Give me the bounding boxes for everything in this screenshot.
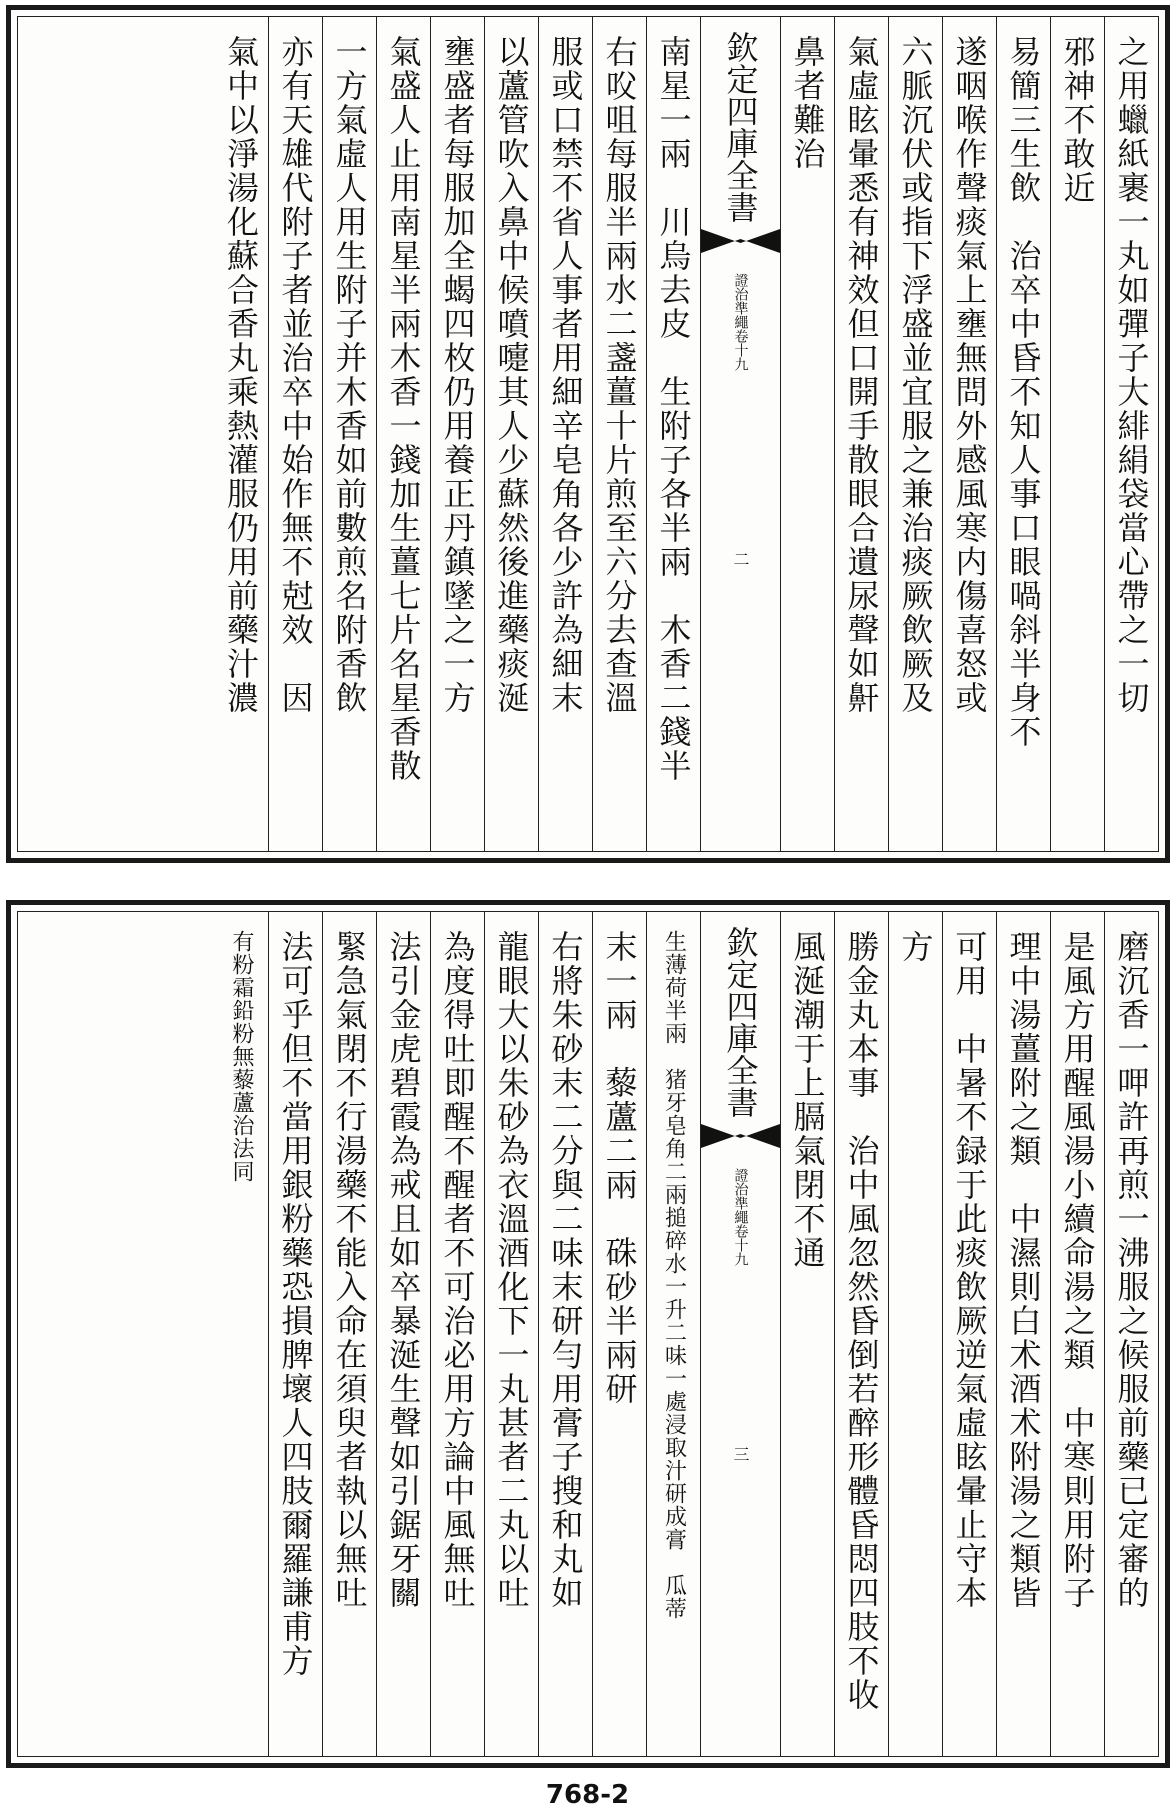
text-column <box>834 17 888 851</box>
center-banner <box>700 17 780 851</box>
page-number: 768-2 <box>545 1780 630 1810</box>
column-text: 南星一兩 川烏去皮 生附子各半兩 木香二錢半 <box>654 35 693 783</box>
column-text: 有粉霜鉛粉無藜蘆治法同 <box>229 930 254 1183</box>
column-text: 末一兩 藜蘆二兩 硃砂半兩研 <box>600 930 639 1406</box>
column-text: 生薄荷半兩 猪牙皂角二兩搥碎水一升二味一處浸取汁研成膏 瓜蒂 <box>661 930 687 1620</box>
column-text: 氣盛人止用南星半兩木香一錢加生薑七片名星香散 <box>384 35 423 783</box>
book-title: 欽定四庫全書 <box>721 31 760 223</box>
text-column <box>376 912 430 1756</box>
text-column <box>430 17 484 851</box>
text-column <box>430 912 484 1756</box>
text-column <box>376 17 430 851</box>
text-column <box>1050 17 1104 851</box>
column-text: 邪神不敢近 <box>1058 35 1097 205</box>
text-column <box>484 912 538 1756</box>
text-column <box>646 17 700 851</box>
text-column <box>538 17 592 851</box>
column-text: 遂咽喉作聲痰氣上壅無問外感風寒内傷喜怒或 <box>950 35 989 715</box>
text-column <box>592 17 646 851</box>
text-column <box>942 17 996 851</box>
column-text: 方 <box>896 930 935 964</box>
column-text: 氣中以淨湯化蘇合香丸乘熱灌服仍用前藥汁濃 <box>222 35 260 715</box>
column-text: 一方氣虛人用生附子并木香如前數煎名附香飲 <box>330 35 369 715</box>
column-text: 理中湯薑附之類 中濕則白术酒术附湯之類皆 <box>1004 930 1043 1610</box>
leaf-number: 三 <box>731 1446 750 1462</box>
volume-label: 證治準繩卷十九 <box>732 273 749 371</box>
text-column <box>888 912 942 1756</box>
column-text: 法引金虎碧霞為戒且如卒暴涎生聲如引鋸牙關 <box>384 930 423 1610</box>
volume-label: 證治準繩卷十九 <box>732 1168 749 1266</box>
text-column <box>646 912 700 1756</box>
text-column <box>780 912 834 1756</box>
text-column <box>322 912 376 1756</box>
column-text: 勝金丸本事 治中風忽然昏倒若醉形體昏悶四肢不收 <box>842 930 881 1712</box>
column-text: 服或口禁不省人事者用細辛皂角各少許為細末 <box>546 35 585 715</box>
text-column <box>268 17 322 851</box>
text-column <box>834 912 888 1756</box>
fishtail-mark-icon <box>701 1124 780 1148</box>
text-column <box>1104 17 1158 851</box>
book-title: 欽定四庫全書 <box>721 926 760 1118</box>
leaf-number: 二 <box>731 551 750 567</box>
column-text: 磨沉香一呷許再煎一沸服之候服前藥已定審的 <box>1112 930 1151 1610</box>
column-text: 氣虛眩暈悉有神效但口開手散眼合遺尿聲如鼾 <box>842 35 881 715</box>
column-text: 易簡三生飲 治卒中昏不知人事口眼喎斜半身不 <box>1004 35 1043 749</box>
column-text: 亦有天雄代附子者並治卒中始作無不尅效 因 <box>276 35 315 715</box>
column-text: 是風方用醒風湯小續命湯之類 中寒則用附子 <box>1058 930 1097 1610</box>
text-column <box>538 912 592 1756</box>
column-text: 緊急氣閉不行湯藥不能入命在須臾者執以無吐 <box>330 930 369 1610</box>
column-text: 法可乎但不當用銀粉藥恐損脾壞人四肢爾羅謙甫方 <box>276 930 315 1678</box>
column-text: 龍眼大以朱砂為衣溫酒化下一丸甚者二丸以吐 <box>492 930 531 1610</box>
bottom-page <box>6 900 1170 1768</box>
text-column <box>996 17 1050 851</box>
fishtail-mark-icon <box>701 229 780 253</box>
top-page <box>6 5 1170 863</box>
text-column <box>996 912 1050 1756</box>
column-text: 之用蠟紙裹一丸如彈子大緋絹袋當心帶之一切 <box>1112 35 1151 715</box>
text-column <box>268 912 322 1756</box>
text-column <box>780 17 834 851</box>
text-column <box>322 17 376 851</box>
column-text: 可用 中暑不録于此痰飲厥逆氣虛眩暈止守本 <box>950 930 989 1610</box>
text-column <box>484 17 538 851</box>
column-text: 壅盛者每服加全蝎四枚仍用養正丹鎮墜之一方 <box>438 35 477 715</box>
top-text-frame <box>17 16 1159 852</box>
text-column <box>1050 912 1104 1756</box>
text-column <box>592 912 646 1756</box>
column-text: 為度得吐即醒不醒者不可治必用方論中風無吐 <box>438 930 477 1610</box>
column-text: 右將朱砂末二分與二味末研勻用膏子搜和丸如 <box>546 930 585 1610</box>
bottom-text-frame <box>17 911 1159 1757</box>
column-text: 以蘆管吹入鼻中候噴嚏其人少蘇然後進藥痰涎 <box>492 35 531 715</box>
center-banner <box>700 912 780 1756</box>
text-column <box>214 912 268 1756</box>
text-column <box>942 912 996 1756</box>
column-text: 右㕮咀每服半兩水二盞薑十片煎至六分去查溫 <box>600 35 639 715</box>
column-text: 鼻者難治 <box>788 35 827 171</box>
column-text: 六脈沉伏或指下浮盛並宜服之兼治痰厥飲厥及 <box>896 35 935 715</box>
column-text: 風涎潮于上膈氣閉不通 <box>788 930 827 1270</box>
text-column <box>1104 912 1158 1756</box>
text-column <box>214 17 268 851</box>
text-column <box>888 17 942 851</box>
